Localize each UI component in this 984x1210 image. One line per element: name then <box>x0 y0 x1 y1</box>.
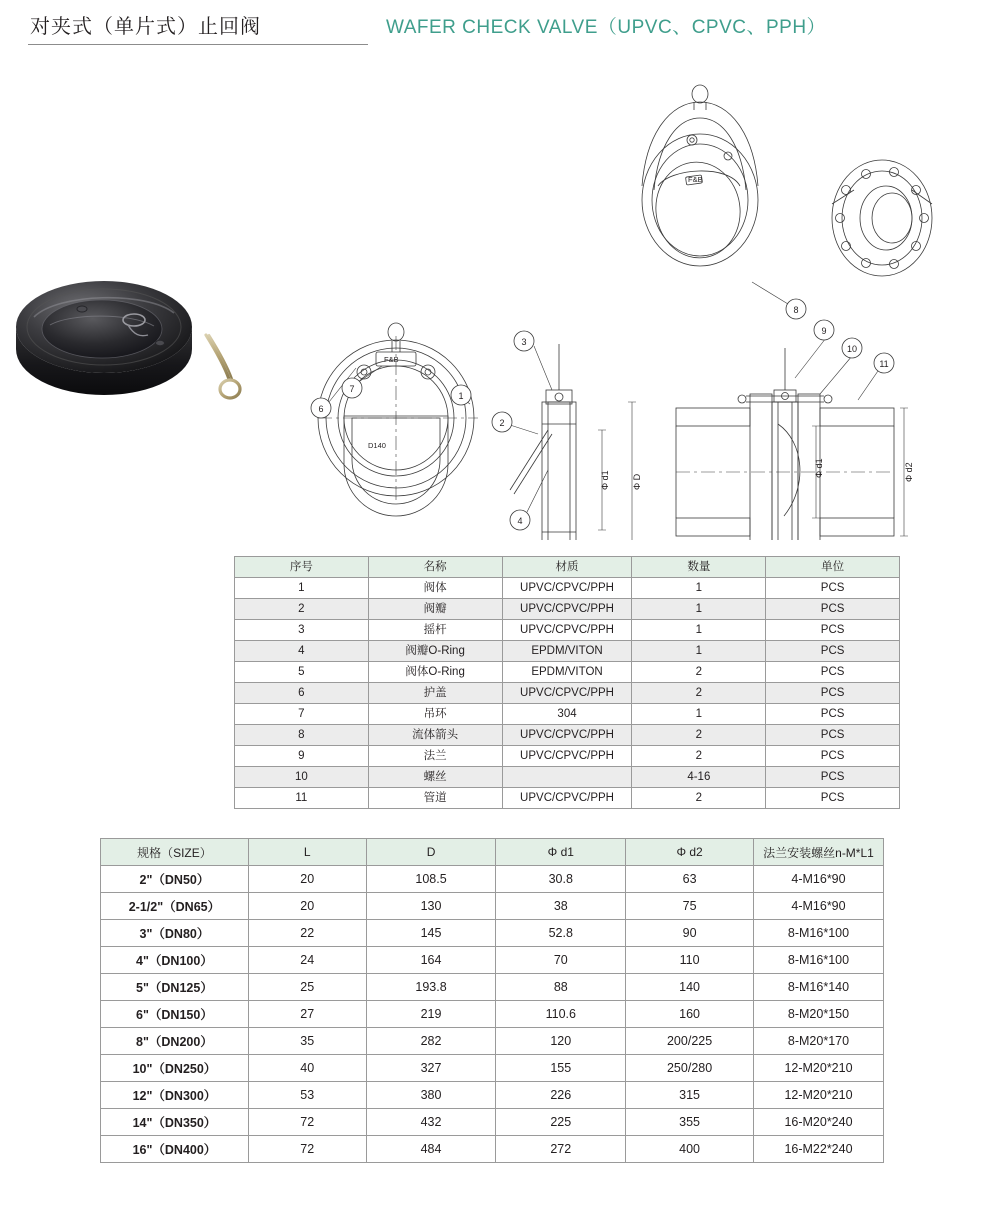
cell-d: 380 <box>366 1082 496 1109</box>
cell-no: 11 <box>235 788 369 809</box>
cell-qty: 1 <box>632 620 766 641</box>
cell-bolts: 4-M16*90 <box>753 893 883 920</box>
cell-qty: 2 <box>632 683 766 704</box>
cell-qty: 1 <box>632 641 766 662</box>
cell-l: 27 <box>248 1001 366 1028</box>
page-title-cn: 对夹式（单片式）止回阀 <box>30 16 261 38</box>
cell-name: 阀瓣O-Ring <box>368 641 502 662</box>
cell-unit: PCS <box>766 788 900 809</box>
svg-text:Φ d2: Φ d2 <box>904 462 914 482</box>
table-row <box>101 893 884 920</box>
cell-d1: 155 <box>496 1055 626 1082</box>
table-row <box>235 662 900 683</box>
table-row <box>101 920 884 947</box>
table-row <box>235 746 900 767</box>
cell-d2: 400 <box>626 1136 754 1163</box>
cell-d2: 75 <box>626 893 754 920</box>
svg-text:1: 1 <box>458 391 464 401</box>
table-row <box>101 1109 884 1136</box>
table-row <box>235 704 900 725</box>
cell-d2: 160 <box>626 1001 754 1028</box>
cell-d1: 70 <box>496 947 626 974</box>
cell-material: UPVC/CPVC/PPH <box>502 683 632 704</box>
table-header-row <box>235 557 900 578</box>
table-row <box>235 725 900 746</box>
cell-d1: 120 <box>496 1028 626 1055</box>
cell-d1: 88 <box>496 974 626 1001</box>
cell-bolts: 8-M16*100 <box>753 947 883 974</box>
cell-material: UPVC/CPVC/PPH <box>502 620 632 641</box>
table-row <box>101 974 884 1001</box>
column-header: 数量 <box>632 557 766 578</box>
table-row <box>101 1082 884 1109</box>
cell-d1: 38 <box>496 893 626 920</box>
cell-name: 阀体 <box>368 578 502 599</box>
cell-l: 20 <box>248 893 366 920</box>
table-row <box>101 866 884 893</box>
table-row <box>235 788 900 809</box>
table-row <box>101 1136 884 1163</box>
cell-l: 25 <box>248 974 366 1001</box>
cell-no: 8 <box>235 725 369 746</box>
cell-size: 8"（DN200） <box>101 1028 249 1055</box>
cell-d: 193.8 <box>366 974 496 1001</box>
cell-no: 9 <box>235 746 369 767</box>
table-row <box>235 620 900 641</box>
cell-l: 35 <box>248 1028 366 1055</box>
cell-no: 7 <box>235 704 369 725</box>
cell-d: 130 <box>366 893 496 920</box>
svg-text:Φ d1: Φ d1 <box>814 458 824 478</box>
cell-d1: 225 <box>496 1109 626 1136</box>
cell-d2: 63 <box>626 866 754 893</box>
cell-no: 2 <box>235 599 369 620</box>
cell-unit: PCS <box>766 599 900 620</box>
cell-size: 6"（DN150） <box>101 1001 249 1028</box>
svg-text:D140: D140 <box>368 441 386 450</box>
cell-qty: 4-16 <box>632 767 766 788</box>
cell-material: EPDM/VITON <box>502 662 632 683</box>
cell-name: 法兰 <box>368 746 502 767</box>
table-row <box>235 578 900 599</box>
cell-no: 10 <box>235 767 369 788</box>
cell-d2: 355 <box>626 1109 754 1136</box>
cell-size: 10"（DN250） <box>101 1055 249 1082</box>
cell-no: 5 <box>235 662 369 683</box>
cell-d2: 110 <box>626 947 754 974</box>
cell-d: 432 <box>366 1109 496 1136</box>
svg-text:6: 6 <box>318 404 324 414</box>
cell-unit: PCS <box>766 746 900 767</box>
table-row <box>235 683 900 704</box>
svg-text:F&B: F&B <box>384 355 399 364</box>
cell-qty: 1 <box>632 704 766 725</box>
column-header: 单位 <box>766 557 900 578</box>
svg-text:Φ d1: Φ d1 <box>600 470 610 490</box>
cell-material: UPVC/CPVC/PPH <box>502 599 632 620</box>
cell-d2: 140 <box>626 974 754 1001</box>
cell-d: 327 <box>366 1055 496 1082</box>
cell-material: UPVC/CPVC/PPH <box>502 578 632 599</box>
cell-name: 螺丝 <box>368 767 502 788</box>
table-row <box>101 1055 884 1082</box>
cell-size: 16"（DN400） <box>101 1136 249 1163</box>
cell-unit: PCS <box>766 620 900 641</box>
cell-d1: 52.8 <box>496 920 626 947</box>
cell-d: 145 <box>366 920 496 947</box>
cell-l: 72 <box>248 1136 366 1163</box>
table-row <box>235 641 900 662</box>
cell-size: 3"（DN80） <box>101 920 249 947</box>
svg-text:3: 3 <box>521 337 527 347</box>
svg-text:Φ D: Φ D <box>632 473 642 490</box>
cell-name: 管道 <box>368 788 502 809</box>
page-title-en: WAFER CHECK VALVE（UPVC、CPVC、PPH） <box>386 17 827 38</box>
svg-text:2: 2 <box>499 418 505 428</box>
cell-bolts: 12-M20*210 <box>753 1082 883 1109</box>
cell-bolts: 12-M20*210 <box>753 1055 883 1082</box>
svg-text:7: 7 <box>349 384 355 394</box>
cell-d: 219 <box>366 1001 496 1028</box>
svg-text:F&B: F&B <box>688 175 703 184</box>
cell-unit: PCS <box>766 725 900 746</box>
cell-unit: PCS <box>766 767 900 788</box>
cell-material: UPVC/CPVC/PPH <box>502 788 632 809</box>
cell-no: 1 <box>235 578 369 599</box>
cell-material: 304 <box>502 704 632 725</box>
table-row <box>235 767 900 788</box>
cell-d2: 250/280 <box>626 1055 754 1082</box>
column-header: D <box>366 839 496 866</box>
column-header: 法兰安装螺丝n-M*L1 <box>753 839 883 866</box>
title-divider <box>28 44 368 45</box>
cell-d: 484 <box>366 1136 496 1163</box>
cell-bolts: 16-M22*240 <box>753 1136 883 1163</box>
cell-name: 流体箭头 <box>368 725 502 746</box>
cell-no: 3 <box>235 620 369 641</box>
cell-size: 12"（DN300） <box>101 1082 249 1109</box>
cell-unit: PCS <box>766 704 900 725</box>
cell-d: 164 <box>366 947 496 974</box>
table-row <box>235 599 900 620</box>
size-dimension-table <box>100 838 884 1163</box>
cell-no: 4 <box>235 641 369 662</box>
cell-qty: 2 <box>632 746 766 767</box>
cell-bolts: 8-M16*100 <box>753 920 883 947</box>
cell-material <box>502 767 632 788</box>
cell-d2: 315 <box>626 1082 754 1109</box>
svg-text:11: 11 <box>879 359 889 369</box>
svg-text:4: 4 <box>517 516 523 526</box>
cell-name: 护盖 <box>368 683 502 704</box>
cell-material: UPVC/CPVC/PPH <box>502 746 632 767</box>
cell-name: 阀体O-Ring <box>368 662 502 683</box>
cell-unit: PCS <box>766 662 900 683</box>
cell-d1: 272 <box>496 1136 626 1163</box>
column-header: Φ d2 <box>626 839 754 866</box>
cell-l: 53 <box>248 1082 366 1109</box>
cell-l: 24 <box>248 947 366 974</box>
cell-bolts: 8-M20*150 <box>753 1001 883 1028</box>
cell-material: EPDM/VITON <box>502 641 632 662</box>
cell-name: 吊环 <box>368 704 502 725</box>
table-row <box>101 1001 884 1028</box>
cell-d1: 30.8 <box>496 866 626 893</box>
cell-name: 阀瓣 <box>368 599 502 620</box>
cell-qty: 2 <box>632 662 766 683</box>
column-header: Φ d1 <box>496 839 626 866</box>
svg-text:10: 10 <box>846 344 858 354</box>
parts-list-table <box>234 556 900 809</box>
cell-bolts: 8-M16*140 <box>753 974 883 1001</box>
page-header <box>0 0 984 56</box>
column-header: L <box>248 839 366 866</box>
cell-d: 108.5 <box>366 866 496 893</box>
table-header-row <box>101 839 884 866</box>
cell-d1: 226 <box>496 1082 626 1109</box>
cell-qty: 2 <box>632 725 766 746</box>
svg-text:8: 8 <box>793 305 799 315</box>
cell-size: 14"（DN350） <box>101 1109 249 1136</box>
cell-unit: PCS <box>766 578 900 599</box>
cell-material: UPVC/CPVC/PPH <box>502 725 632 746</box>
cell-l: 40 <box>248 1055 366 1082</box>
cell-size: 2"（DN50） <box>101 866 249 893</box>
cell-no: 6 <box>235 683 369 704</box>
cell-size: 2-1/2"（DN65） <box>101 893 249 920</box>
column-header: 材质 <box>502 557 632 578</box>
cell-bolts: 16-M20*240 <box>753 1109 883 1136</box>
cell-d: 282 <box>366 1028 496 1055</box>
cell-unit: PCS <box>766 641 900 662</box>
figure-area <box>0 60 984 540</box>
svg-text:9: 9 <box>821 326 827 336</box>
cell-d1: 110.6 <box>496 1001 626 1028</box>
cell-l: 20 <box>248 866 366 893</box>
cell-l: 72 <box>248 1109 366 1136</box>
cell-qty: 1 <box>632 599 766 620</box>
column-header: 名称 <box>368 557 502 578</box>
cell-size: 5"（DN125） <box>101 974 249 1001</box>
cell-bolts: 4-M16*90 <box>753 866 883 893</box>
column-header: 规格（SIZE） <box>101 839 249 866</box>
cell-name: 摇杆 <box>368 620 502 641</box>
cell-d2: 90 <box>626 920 754 947</box>
table-row <box>101 947 884 974</box>
cell-l: 22 <box>248 920 366 947</box>
cell-bolts: 8-M20*170 <box>753 1028 883 1055</box>
cell-qty: 2 <box>632 788 766 809</box>
cell-d2: 200/225 <box>626 1028 754 1055</box>
column-header: 序号 <box>235 557 369 578</box>
cell-qty: 1 <box>632 578 766 599</box>
table-row <box>101 1028 884 1055</box>
cell-unit: PCS <box>766 683 900 704</box>
cell-size: 4"（DN100） <box>101 947 249 974</box>
